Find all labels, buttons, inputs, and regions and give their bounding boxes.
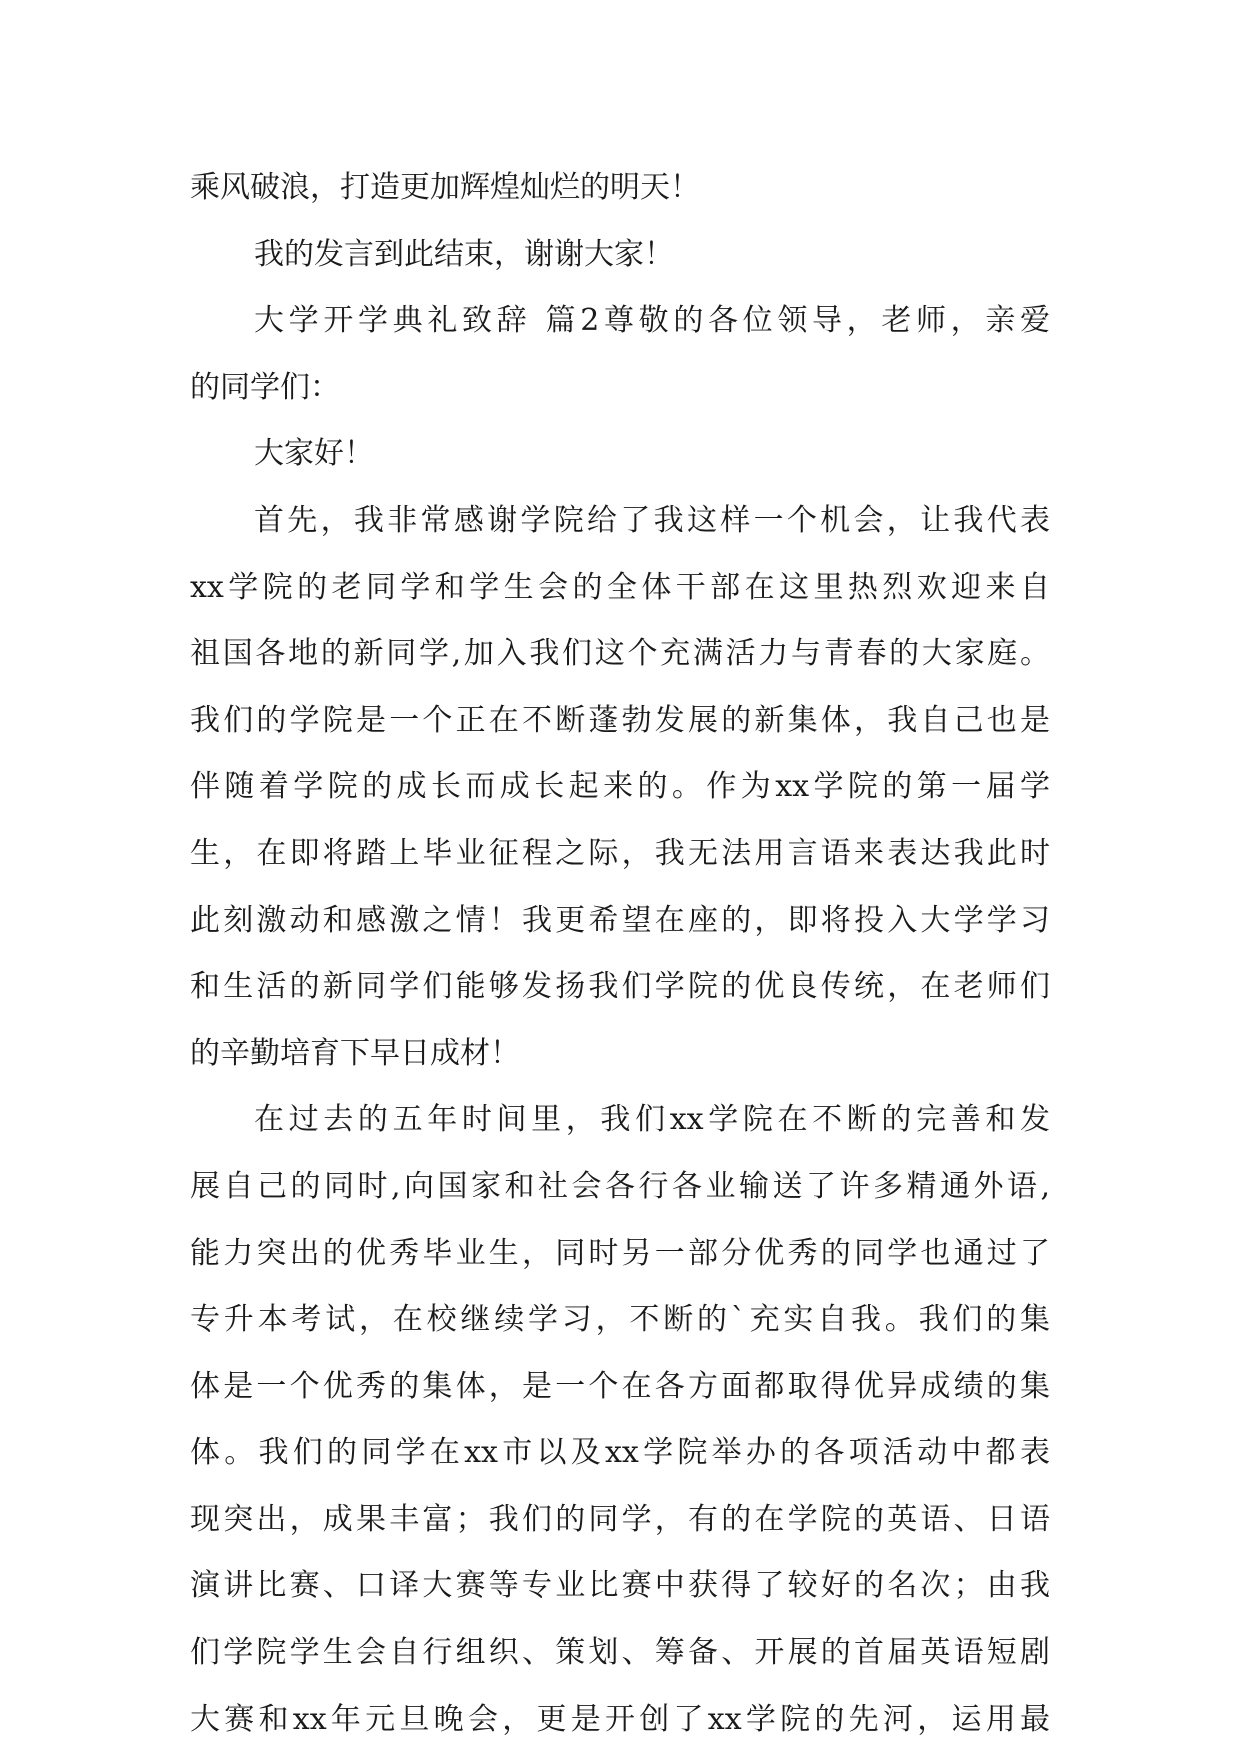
- text-line: 们学院学生会自行组织、策划、筹备、开展的首届英语短剧: [190, 1635, 1050, 1671]
- text-line: 祖国各地的新同学,加入我们这个充满活力与青春的大家庭。: [190, 636, 1050, 672]
- text-line: 生，在即将踏上毕业征程之际，我无法用言语来表达我此时: [190, 835, 1050, 871]
- text-line: 现突出，成果丰富；我们的同学，有的在学院的英语、日语: [190, 1501, 1050, 1537]
- text-line: 大学开学典礼致辞 篇2尊敬的各位领导，老师，亲爱: [254, 303, 1050, 339]
- text-line: 我的发言到此结束，谢谢大家！: [254, 236, 674, 272]
- text-line: 的同学们：: [190, 369, 340, 405]
- text-line: 演讲比赛、口译大赛等专业比赛中获得了较好的名次；由我: [190, 1568, 1050, 1604]
- text-line: 和生活的新同学们能够发扬我们学院的优良传统，在老师们: [190, 969, 1050, 1005]
- text-line: 大家好！: [254, 436, 374, 472]
- text-line: 此刻激动和感激之情！我更希望在座的，即将投入大学学习: [190, 902, 1050, 938]
- text-line: 大赛和xx年元旦晚会，更是开创了xx学院的先河，运用最: [190, 1701, 1050, 1737]
- text-line: 在过去的五年时间里，我们xx学院在不断的完善和发: [254, 1102, 1050, 1138]
- text-line: 伴随着学院的成长而成长起来的。作为xx学院的第一届学: [190, 769, 1050, 805]
- body-text: [190, 155, 1050, 1753]
- text-line: 能力突出的优秀毕业生，同时另一部分优秀的同学也通过了: [190, 1235, 1050, 1271]
- text-line: xx学院的老同学和学生会的全体干部在这里热烈欢迎来自: [190, 569, 1050, 605]
- text-line: 我们的学院是一个正在不断蓬勃发展的新集体，我自己也是: [190, 702, 1050, 738]
- text-line: 的辛勤培育下早日成材！: [190, 1035, 520, 1071]
- text-line: 首先，我非常感谢学院给了我这样一个机会，让我代表: [254, 502, 1050, 538]
- text-line: 体。我们的同学在xx市以及xx学院举办的各项活动中都表: [190, 1435, 1050, 1471]
- text-line: 体是一个优秀的集体，是一个在各方面都取得优异成绩的集: [190, 1368, 1050, 1404]
- text-line: 专升本考试，在校继续学习，不断的`充实自我。我们的集: [190, 1302, 1050, 1338]
- text-line: 展自己的同时,向国家和社会各行各业输送了许多精通外语,: [190, 1168, 1050, 1204]
- text-line: 乘风破浪，打造更加辉煌灿烂的明天！: [190, 170, 700, 205]
